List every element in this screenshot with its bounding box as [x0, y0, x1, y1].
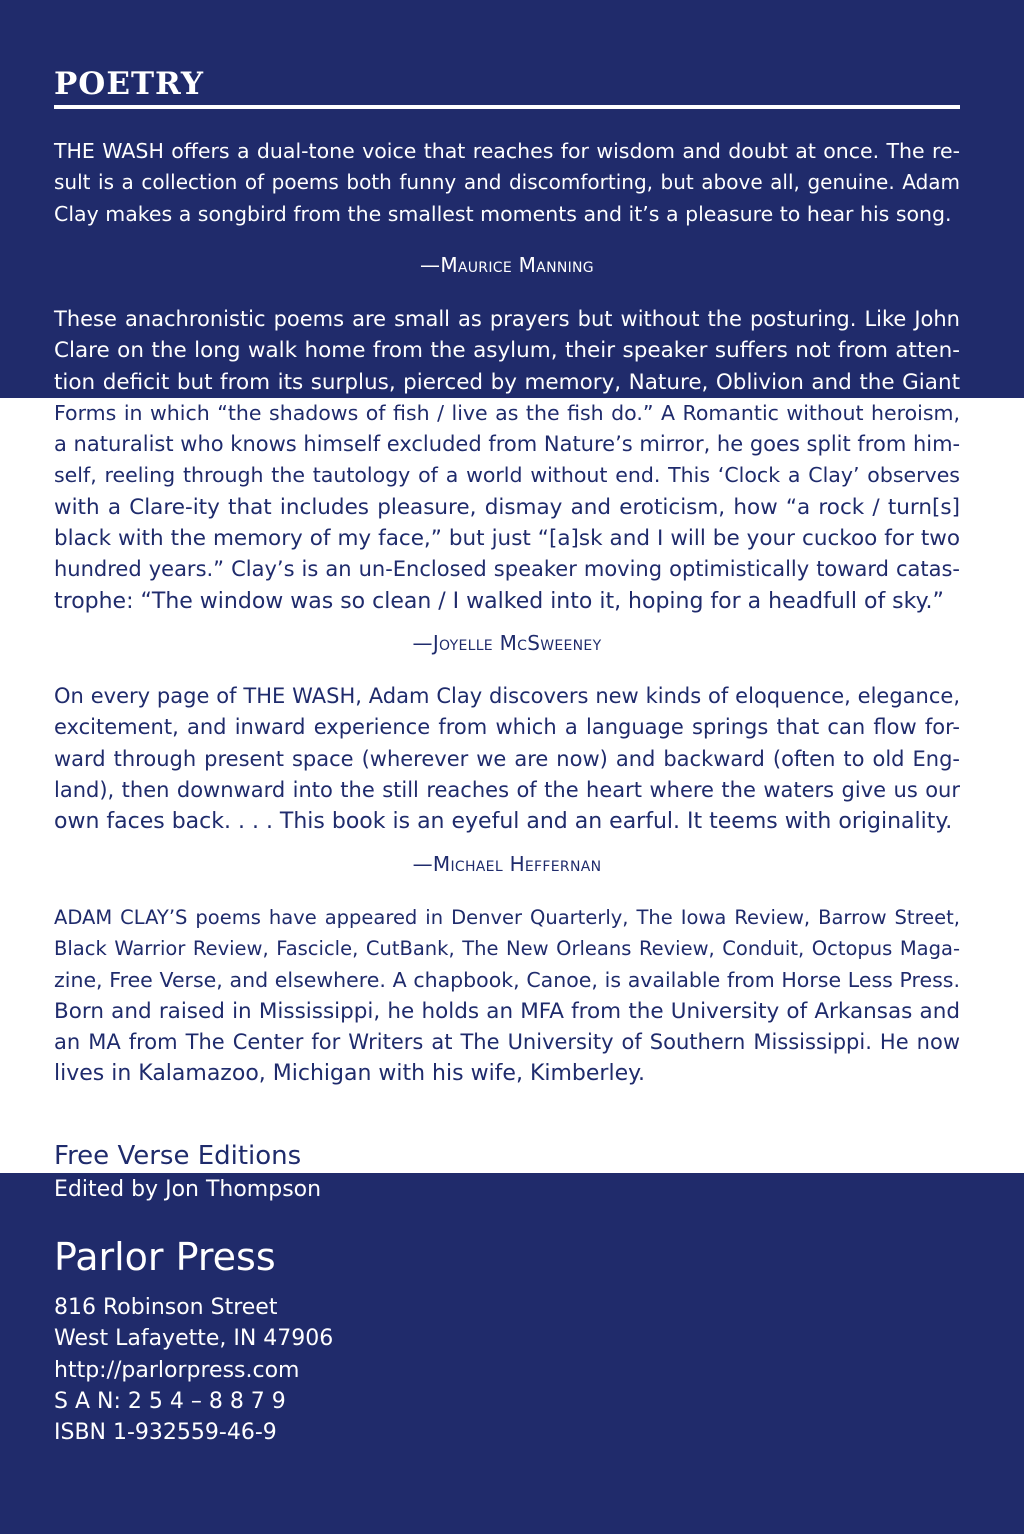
blurb-line: sult is a collection of poems both funny and discomforting, but above all, genuine. Adam [54, 170, 960, 195]
blurb-manning [54, 136, 960, 230]
blurb-heffernan [54, 681, 960, 837]
bio-line: Black Warrior Review, Fascicle, CutBank, The New Orleans Review, Conduit, Octopus Maga- [54, 937, 960, 961]
publisher-name: Parlor Press [54, 1235, 276, 1279]
blurb-mcsweeney [54, 304, 960, 617]
blurb-line: ward through present space (wherever we are now) and backward (often to old Eng- [54, 746, 960, 771]
attribution-mcsweeney: —Joyelle McSweeney [412, 631, 602, 655]
blurb-line: Clay makes a songbird from the smallest moments and it’s a pleasure to hear his song. [54, 201, 952, 226]
blurb-line: tion deficit but from its surplus, pierced by memory, Nature, Oblivion and the Giant [54, 369, 960, 395]
blurb-line: own faces back. . . . This book is an eyeful and an earful. It teems with originality. [54, 809, 953, 835]
heading-rule [54, 105, 960, 109]
bio-line: an MA from The Center for Writers at The University of Southern Mississippi. He now [54, 1030, 960, 1055]
isbn-number: ISBN 1-932559-46-9 [54, 1420, 277, 1446]
series-editor: Edited by Jon Thompson [54, 1177, 322, 1202]
author-bio [54, 902, 960, 1090]
san-number: S A N: 2 5 4 – 8 8 7 9 [54, 1388, 286, 1414]
blurb-line: excitement, and inward experience from which a language springs that can flow for- [54, 715, 960, 740]
address-street: 816 Robinson Street [54, 1295, 278, 1320]
blurb-line: self, reeling through the tautology of a world without end. This ‘Clock a Clay’ observes [54, 463, 960, 488]
bio-line: ADAM CLAY’S poems have appeared in Denver Quarterly, The Iowa Review, Barrow Street, [54, 906, 960, 929]
publisher-address [54, 1292, 333, 1448]
blurb-line: hundred years.” Clay’s is an un-Enclosed speaker moving optimistically toward catas- [54, 557, 960, 582]
bio-line: Born and raised in Mississippi, he holds an MFA from the University of Arkansas and [54, 998, 960, 1024]
blurb-line: a naturalist who knows himself excluded from Nature’s mirror, he goes split from him- [54, 432, 961, 457]
attribution-manning: —Maurice Manning [420, 253, 594, 277]
publisher-url: http://parlorpress.com [54, 1357, 300, 1383]
bio-line: zine, Free Verse, and elsewhere. A chapbook, Canoe, is available from Horse Less Press. [54, 967, 960, 992]
bio-line: lives in Kalamazoo, Michigan with his wife, Kimberley. [54, 1061, 645, 1087]
blurb-line: Clare on the long walk home from the asylum, their speaker suffers not from atten- [54, 338, 960, 364]
address-city: West Lafayette, IN 47906 [54, 1326, 334, 1352]
blurb-line: black with the memory of my face,” but just “[a]sk and I will be your cuckoo for two [54, 526, 960, 552]
blurb-line: On every page of THE WASH, Adam Clay discovers new kinds of eloquence, elegance, [54, 684, 960, 708]
blurb-line: with a Clare-ity that includes pleasure, dismay and eroticism, how “a rock / turn[s] [54, 494, 960, 520]
attribution-heffernan: —Michael Heffernan [412, 852, 602, 876]
blurb-line: trophe: “The window was so clean / I walked into it, hoping for a headfull of sky.” [54, 588, 944, 614]
blurb-line: land), then downward into the still reaches of the heart where the waters give us our [54, 777, 960, 802]
blurb-line: Forms in which “the shadows of fish / live as the fish do.” A Romantic without heroism, [54, 400, 960, 425]
blurb-line: THE WASH offers a dual-tone voice that reaches for wisdom and doubt at once. The re- [54, 139, 960, 163]
category-heading: POETRY [54, 66, 204, 102]
series-name: Free Verse Editions [54, 1141, 302, 1171]
blurb-line: These anachronistic poems are small as prayers but without the posturing. Like John [54, 307, 960, 331]
